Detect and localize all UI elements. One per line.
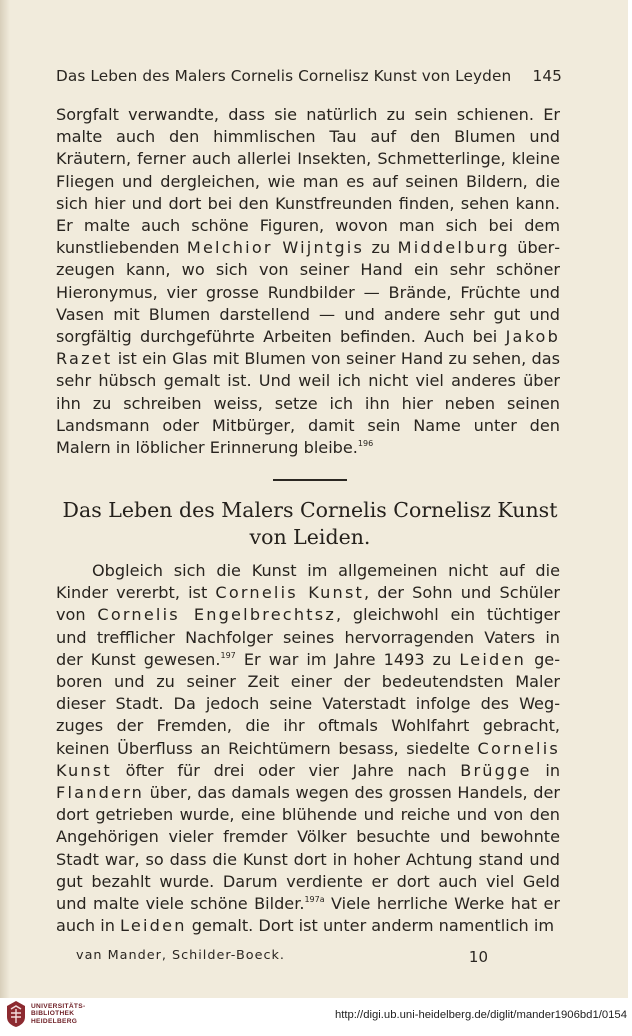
paragraph-cornelis [56, 560, 560, 937]
library-seal-icon [5, 1000, 27, 1028]
place-name: Leiden [459, 649, 526, 669]
place-name: Brügge [460, 760, 532, 780]
place-name: Flandern [56, 783, 145, 803]
person-name: Cornelis Kunst [215, 583, 365, 603]
text-run: , gleichwohl ein tüchtiger und trefflicher Nachfolger seines hervorragenden Vaters in der Kunst gewesen. [56, 605, 560, 669]
running-title: Das Leben des Malers Cornelis Cornelisz Kunst von Leyden [56, 67, 512, 85]
library-bar [0, 998, 632, 1036]
footnote-ref: 196 [357, 439, 374, 449]
person-name: Cornelis Kunst [56, 738, 560, 780]
chapter-title-line: von Leiden. [249, 525, 371, 549]
text-run: überzeugen kann, wo sich von seiner Hand ein sehr schöner Hieronymus, vier grosse Rundbilder — Brände, Früchte und Vasen mit Blumen darstellend — und andere sehr gut und sorgfältig durchgeführte Arbeiten befinden. Auch bei [56, 238, 561, 347]
section-divider [273, 479, 347, 481]
text-run: Sorgfalt verwandte, dass sie natürlich zu sein schienen. Er malte auch den himmlischen Tau auf den Blumen und Kräutern, ferner auch allerlei Insekten, Schmetterlinge, kleine Fliegen und dergleichen, wie man es auf seinen Bildern, die sich hier und dort bei den Kunstfreunden finden, sehen kann. Er malte auch schöne Figuren, wovon man sich bei dem kunstliebenden [56, 105, 560, 258]
page-number: 145 [532, 67, 562, 85]
text-run: in [545, 760, 561, 780]
text-run: , der Sohn und Schüler von [56, 583, 560, 625]
text-run: geboren und zu seiner Zeit einer der bedeutendsten Maler dieser Stadt. Da jedoch seine Vaterstadt infolge des Wegzuges der Fremden, die ihr oftmals Wohlfahrt gebracht, keinen Überfluss an Reichtümern besass, siedelte [56, 649, 560, 758]
text-run: Er war im Jahre 1493 zu [235, 649, 452, 669]
logo-line: UNIVERSITÄTS- [31, 1002, 86, 1010]
person-name: Cornelis Engelbrechtsz [97, 605, 336, 625]
logo-line: BIBLIOTHEK [31, 1010, 75, 1018]
footnote-ref: 197 [220, 650, 236, 660]
permalink-url[interactable]: http://digi.ub.uni-heidelberg.de/diglit/mander1906bd1/0154 [334, 1009, 627, 1021]
running-header [56, 67, 562, 85]
person-name: Jakob Razet [56, 327, 560, 369]
footnote-ref: 197a [304, 895, 325, 905]
page-gutter-shadow [0, 0, 10, 998]
text-run: Obgleich sich die Kunst im allgemeinen nicht auf die Kinder vererbt, ist [56, 561, 560, 603]
sheet-number: 10 [468, 948, 488, 966]
place-name: Middelburg [397, 238, 510, 258]
logo-line: HEIDELBERG [31, 1017, 78, 1025]
person-name: Melchior Wijntgis [186, 238, 365, 258]
text-run: öfter für drei oder vier Jahre nach [125, 760, 447, 780]
library-logo[interactable] [5, 1000, 85, 1028]
page-footer [76, 948, 488, 966]
paragraph-melchior [56, 104, 560, 459]
chapter-title-line: Das Leben des Malers Cornelis Cornelisz Kunst [62, 498, 558, 522]
text-run: ist ein Glas mit Blumen von seiner Hand zu sehen, das sehr hübsch gemalt ist. Und weil ich nicht viel anderes über ihn zu schreiben weiss, setze ich ihn hier neben seinen Landsmann oder Mitbürger, damit sein Name unter den Malern in löblicher Erinnerung bleibe. [56, 349, 560, 458]
footer-signature: van Mander, Schilder-Boeck. [76, 948, 285, 963]
text-run: zu [371, 238, 391, 258]
text-run: gemalt. Dort ist unter anderm namentlich im [191, 916, 555, 936]
text-run: über, das damals wegen des grossen Handels, der dort getrieben wurde, eine blühende und reiche und von den Angehörigen vieler fremder Völker besuchte und bewohnte Stadt war, so dass die Kunst dort in hoher Achtung stand und gut bezahlt wurde. Darum verdiente er dort auch viel Geld und malte viele schöne Bilder. [56, 783, 560, 914]
library-logo-text [31, 1003, 85, 1026]
place-name: Leiden [120, 916, 187, 936]
chapter-title [40, 497, 580, 551]
text-run: Viele herrliche Werke hat er auch in [56, 894, 560, 936]
